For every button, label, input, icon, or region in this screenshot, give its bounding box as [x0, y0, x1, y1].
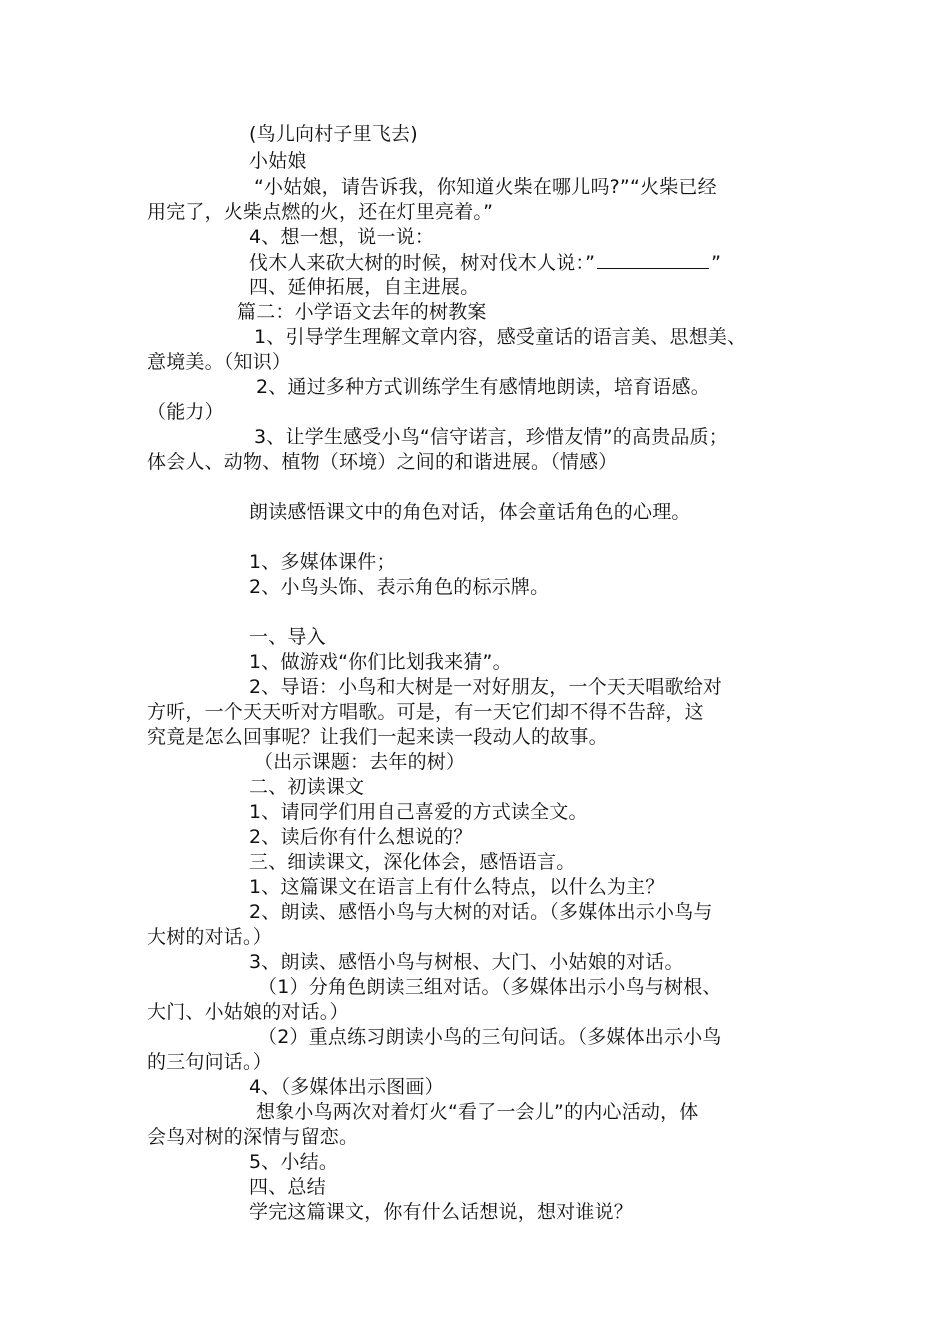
text-line: 用完了，火柴点燃的火，还在灯里亮着。”	[147, 201, 494, 223]
fill-in-close-quote: ”	[711, 252, 722, 274]
fill-in-line	[249, 250, 721, 275]
text-line: （1）分角色朗读三组对话。（多媒体出示小鸟与树根、	[258, 976, 722, 998]
text-line: 一、导入	[249, 626, 326, 648]
text-line: 会鸟对树的深情与留恋。	[147, 1126, 359, 1148]
text-line: 2、导语：小鸟和大树是一对好朋友，一个天天唱歌给对	[249, 676, 723, 698]
text-line: 4、（多媒体出示图画）	[249, 1076, 444, 1098]
text-line: 体会人、动物、植物（环境）之间的和谐进展。（情感）	[147, 451, 618, 473]
text-line: 2、朗读、感悟小鸟与大树的对话。（多媒体出示小鸟与	[249, 901, 713, 923]
text-line: 3、朗读、感悟小鸟与树根、大门、小姑娘的对话。	[249, 951, 684, 973]
text-line: （出示课题：去年的树）	[254, 751, 466, 773]
text-line: 1、多媒体课件；	[249, 551, 396, 573]
text-line: 想象小鸟两次对着灯火“看了一会儿”的内心活动，体	[256, 1101, 699, 1123]
text-line: 5、小结。	[249, 1151, 339, 1173]
text-line: (鸟儿向村子里飞去)	[249, 123, 418, 145]
text-line: 2、通过多种方式训练学生有感情地朗读，培育语感。	[256, 376, 710, 398]
text-line: 学完这篇课文，你有什么话想说，想对谁说？	[249, 1201, 634, 1223]
text-line: （能力）	[147, 401, 224, 423]
text-line: 1、请同学们用自己喜爱的方式读全文。	[249, 801, 588, 823]
text-line: 四、总结	[249, 1176, 326, 1198]
text-line: 的三句问话。）	[147, 1051, 272, 1073]
text-line: 四、延伸拓展，自主进展。	[249, 276, 480, 298]
text-line: 1、做游戏“你们比划我来猜”。	[249, 651, 512, 673]
text-line: 2、读后你有什么想说的？	[249, 826, 473, 848]
fill-in-blank	[597, 250, 709, 269]
text-line: 二、初读课文	[249, 776, 365, 798]
text-line: 2、小鸟头饰、表示角色的标示牌。	[249, 576, 550, 598]
section-heading: 篇二：小学语文去年的树教案	[237, 301, 487, 323]
text-line: 三、细读课文，深化体会，感悟语言。	[249, 851, 576, 873]
text-line: 1、这篇课文在语言上有什么特点，以什么为主？	[249, 876, 665, 898]
text-line: 4、想一想，说一说：	[249, 226, 435, 248]
text-line: 方听，一个天天听对方唱歌。可是，有一天它们却不得不告辞，这	[147, 701, 704, 723]
text-line: （2）重点练习朗读小鸟的三句问话。（多媒体出示小鸟	[258, 1026, 722, 1048]
text-line: 究竟是怎么回事呢？让我们一起来读一段动人的故事。	[147, 726, 608, 748]
text-line: 小姑娘	[249, 150, 307, 172]
text-line: “小姑娘，请告诉我，你知道火柴在哪儿吗?”“火柴已经	[254, 176, 717, 198]
text-line: 意境美。（知识）	[147, 351, 292, 373]
text-line: 大树的对话。）	[147, 926, 272, 948]
text-line: 大门、小姑娘的对话。）	[147, 1001, 349, 1023]
text-line: 1、引导学生理解文章内容，感受童话的语言美、思想美、	[254, 326, 747, 348]
text-line: 3、让学生感受小鸟“信守诺言，珍惜友情”的高贵品质；	[254, 426, 728, 448]
fill-in-prompt: 伐木人来砍大树的时候，树对伐木人说：”	[249, 252, 596, 274]
text-line: 朗读感悟课文中的角色对话，体会童话角色的心理。	[249, 501, 691, 523]
